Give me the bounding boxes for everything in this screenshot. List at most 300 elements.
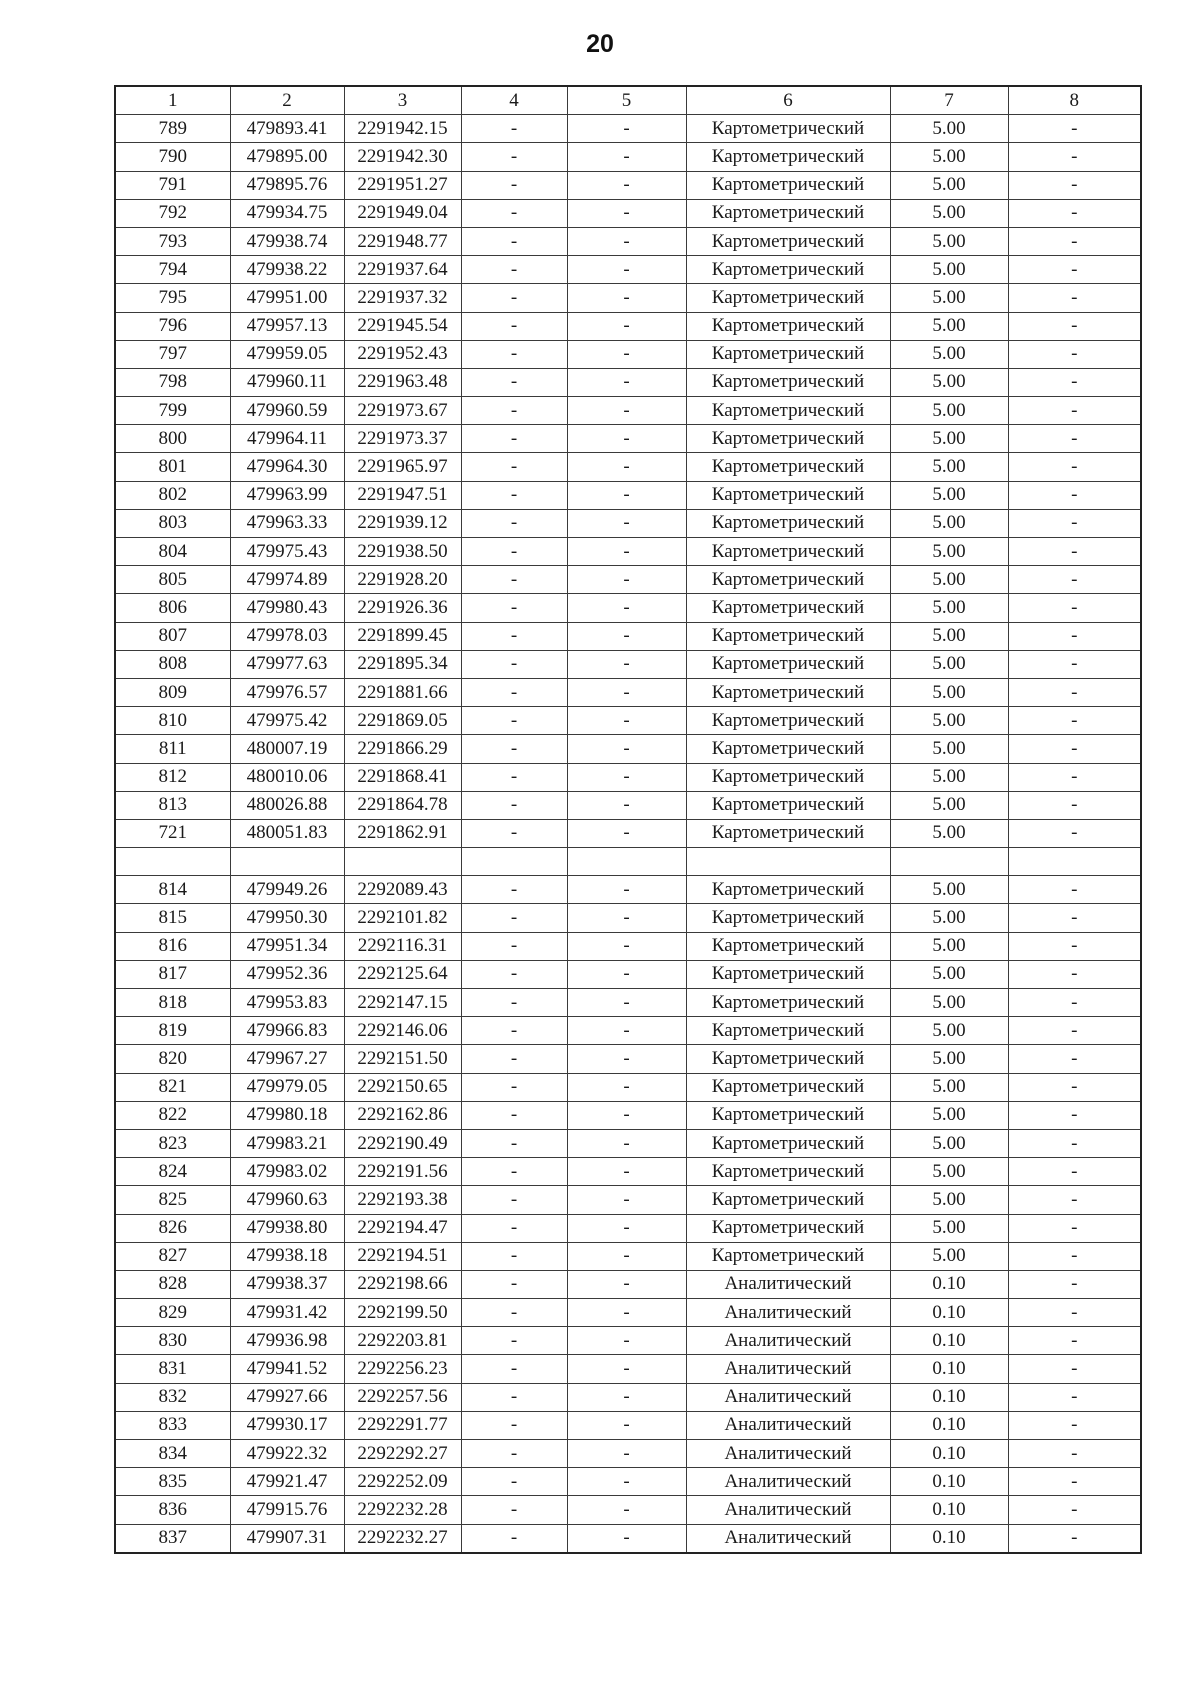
col4-cell: - [461,1299,567,1327]
y-coordinate-cell: 2292198.66 [344,1270,461,1298]
method-cell: Картометрический [686,678,890,706]
accuracy-cell: 5.00 [890,397,1008,425]
y-coordinate-cell: 2292162.86 [344,1101,461,1129]
col5-cell: - [567,989,686,1017]
x-coordinate-cell: 479951.34 [230,932,344,960]
col8-cell: - [1008,1242,1141,1270]
x-coordinate-cell: 479960.63 [230,1186,344,1214]
col8-cell: - [1008,1017,1141,1045]
point-number-cell: 834 [115,1440,230,1468]
point-number-cell: 799 [115,397,230,425]
accuracy-cell: 5.00 [890,876,1008,904]
col8-cell: - [1008,1383,1141,1411]
col5-cell: - [567,707,686,735]
col8-cell: - [1008,1440,1141,1468]
point-number-cell: 837 [115,1524,230,1553]
point-number-cell: 811 [115,735,230,763]
method-cell: Картометрический [686,566,890,594]
y-coordinate-cell: 2291973.37 [344,425,461,453]
y-coordinate-cell: 2292256.23 [344,1355,461,1383]
x-coordinate-cell: 479893.41 [230,115,344,143]
col4-cell: - [461,735,567,763]
col5-cell: - [567,481,686,509]
col5-cell: - [567,397,686,425]
col8-cell: - [1008,1270,1141,1298]
point-number-cell: 803 [115,509,230,537]
x-coordinate-cell: 479950.30 [230,904,344,932]
x-coordinate-cell: 479957.13 [230,312,344,340]
col4-cell: - [461,1129,567,1157]
y-coordinate-cell: 2292232.28 [344,1496,461,1524]
col5-cell: - [567,735,686,763]
y-coordinate-cell: 2292232.27 [344,1524,461,1553]
point-number-cell: 807 [115,622,230,650]
col8-cell: - [1008,1299,1141,1327]
col4-cell: - [461,594,567,622]
accuracy-cell: 5.00 [890,763,1008,791]
y-coordinate-cell: 2291939.12 [344,509,461,537]
point-number-cell: 802 [115,481,230,509]
col8-cell: - [1008,143,1141,171]
table-row [115,1017,1141,1045]
col8-cell: - [1008,1496,1141,1524]
col4-cell: - [461,566,567,594]
accuracy-cell: 5.00 [890,904,1008,932]
col8-cell: - [1008,115,1141,143]
col5-cell: - [567,622,686,650]
col5-cell: - [567,819,686,847]
col5-cell: - [567,115,686,143]
col5-cell: - [567,1440,686,1468]
point-number-cell: 792 [115,199,230,227]
y-coordinate-cell: 2292101.82 [344,904,461,932]
accuracy-cell: 0.10 [890,1355,1008,1383]
col4-cell: - [461,622,567,650]
point-number-cell: 794 [115,256,230,284]
method-cell: Аналитический [686,1411,890,1439]
col4-cell: - [461,143,567,171]
table-row [115,1524,1141,1553]
x-coordinate-cell: 479938.37 [230,1270,344,1298]
accuracy-cell: 5.00 [890,509,1008,537]
table-row [115,227,1141,255]
col4-cell: - [461,1468,567,1496]
col5-cell: - [567,1270,686,1298]
y-coordinate-cell: 2292146.06 [344,1017,461,1045]
y-coordinate-cell: 2291899.45 [344,622,461,650]
method-cell: Картометрический [686,115,890,143]
y-coordinate-cell: 2292150.65 [344,1073,461,1101]
point-number-cell: 815 [115,904,230,932]
table-row [115,932,1141,960]
accuracy-cell: 5.00 [890,340,1008,368]
point-number-cell: 801 [115,453,230,481]
table-row [115,509,1141,537]
table-row [115,312,1141,340]
col5-cell: - [567,904,686,932]
col5-cell: - [567,256,686,284]
accuracy-cell: 0.10 [890,1496,1008,1524]
col8-cell: - [1008,622,1141,650]
accuracy-cell: 5.00 [890,143,1008,171]
table-row [115,1186,1141,1214]
y-coordinate-cell: 2292125.64 [344,960,461,988]
table-row [115,1440,1141,1468]
col5-cell: - [567,1158,686,1186]
col8-cell: - [1008,1411,1141,1439]
accuracy-cell: 5.00 [890,1129,1008,1157]
table-row [115,284,1141,312]
y-coordinate-cell: 2291866.29 [344,735,461,763]
method-cell: Картометрический [686,989,890,1017]
table-row [115,1214,1141,1242]
y-coordinate-cell: 2292194.51 [344,1242,461,1270]
method-cell: Картометрический [686,340,890,368]
col4-cell: - [461,904,567,932]
col5-cell: - [567,340,686,368]
method-cell: Картометрический [686,904,890,932]
table-row [115,256,1141,284]
x-coordinate-cell: 479895.76 [230,171,344,199]
point-number-cell: 804 [115,538,230,566]
col8-cell: - [1008,594,1141,622]
x-coordinate-cell: 479930.17 [230,1411,344,1439]
col5-cell: - [567,1073,686,1101]
col4-cell: - [461,932,567,960]
point-number-cell: 808 [115,650,230,678]
method-cell: Картометрический [686,707,890,735]
col4-cell: - [461,425,567,453]
table-row [115,622,1141,650]
x-coordinate-cell: 479980.18 [230,1101,344,1129]
col5-cell: - [567,171,686,199]
x-coordinate-cell: 479964.11 [230,425,344,453]
x-coordinate-cell: 479977.63 [230,650,344,678]
table-row [115,1073,1141,1101]
point-number-cell: 832 [115,1383,230,1411]
col4-cell: - [461,707,567,735]
y-coordinate-cell: 2292089.43 [344,876,461,904]
col4-cell: - [461,1186,567,1214]
col4-cell: - [461,538,567,566]
col5-cell: - [567,509,686,537]
col4-cell: - [461,1327,567,1355]
method-cell: Картометрический [686,368,890,396]
y-coordinate-cell: 2292252.09 [344,1468,461,1496]
col5-cell: - [567,1129,686,1157]
col5-cell: - [567,425,686,453]
method-cell: Картометрический [686,1158,890,1186]
x-coordinate-cell: 479978.03 [230,622,344,650]
table-row [115,538,1141,566]
col8-cell: - [1008,227,1141,255]
method-cell: Картометрический [686,763,890,791]
table-row [115,1496,1141,1524]
col5-cell: - [567,1468,686,1496]
x-coordinate-cell: 480007.19 [230,735,344,763]
y-coordinate-cell: 2291965.97 [344,453,461,481]
col5-cell: - [567,312,686,340]
col5-cell [567,848,686,876]
y-coordinate-cell: 2291973.67 [344,397,461,425]
col5-cell: - [567,678,686,706]
col4-cell: - [461,284,567,312]
table-row [115,735,1141,763]
col4-cell: - [461,1045,567,1073]
col4-cell: - [461,819,567,847]
x-coordinate-cell: 480051.83 [230,819,344,847]
method-cell: Картометрический [686,932,890,960]
point-number-cell: 800 [115,425,230,453]
x-coordinate-cell [230,848,344,876]
point-number-cell: 809 [115,678,230,706]
col8-cell: - [1008,453,1141,481]
x-coordinate-cell: 479952.36 [230,960,344,988]
col8-cell: - [1008,566,1141,594]
x-coordinate-cell: 479964.30 [230,453,344,481]
col5-cell: - [567,143,686,171]
method-cell: Картометрический [686,960,890,988]
point-number-cell: 835 [115,1468,230,1496]
y-coordinate-cell: 2292190.49 [344,1129,461,1157]
point-number-cell: 836 [115,1496,230,1524]
y-coordinate-cell: 2291928.20 [344,566,461,594]
y-coordinate-cell: 2291862.91 [344,819,461,847]
y-coordinate-cell: 2291942.30 [344,143,461,171]
col5-cell: - [567,594,686,622]
col8-cell: - [1008,707,1141,735]
y-coordinate-cell: 2291945.54 [344,312,461,340]
col5-cell: - [567,284,686,312]
col5-cell: - [567,1242,686,1270]
x-coordinate-cell: 479959.05 [230,340,344,368]
method-cell: Картометрический [686,791,890,819]
table-body [115,115,1141,1553]
col8-cell: - [1008,1073,1141,1101]
table-row [115,1158,1141,1186]
col8-cell: - [1008,397,1141,425]
col8-cell: - [1008,876,1141,904]
method-cell: Картометрический [686,227,890,255]
method-cell: Картометрический [686,425,890,453]
accuracy-cell: 5.00 [890,199,1008,227]
method-cell: Картометрический [686,481,890,509]
table-row [115,1327,1141,1355]
x-coordinate-cell: 479975.43 [230,538,344,566]
col8-cell: - [1008,284,1141,312]
method-cell: Аналитический [686,1355,890,1383]
col5-cell: - [567,1186,686,1214]
accuracy-cell: 5.00 [890,932,1008,960]
y-coordinate-cell [344,848,461,876]
col4-cell: - [461,1411,567,1439]
col5-cell: - [567,538,686,566]
table-row [115,1242,1141,1270]
col4-cell: - [461,397,567,425]
point-number-cell: 818 [115,989,230,1017]
col8-cell: - [1008,678,1141,706]
table-row [115,1383,1141,1411]
col4-cell: - [461,650,567,678]
x-coordinate-cell: 479966.83 [230,1017,344,1045]
x-coordinate-cell: 479949.26 [230,876,344,904]
table-row [115,397,1141,425]
point-number-cell: 798 [115,368,230,396]
point-number-cell: 828 [115,1270,230,1298]
col8-cell: - [1008,763,1141,791]
method-cell: Картометрический [686,1214,890,1242]
point-number-cell: 810 [115,707,230,735]
table-row [115,1270,1141,1298]
table-row [115,481,1141,509]
accuracy-cell: 5.00 [890,171,1008,199]
col8-cell: - [1008,199,1141,227]
col8-cell: - [1008,791,1141,819]
point-number-cell: 816 [115,932,230,960]
point-number-cell: 819 [115,1017,230,1045]
point-number-cell: 824 [115,1158,230,1186]
x-coordinate-cell: 480010.06 [230,763,344,791]
col4-cell: - [461,453,567,481]
accuracy-cell: 5.00 [890,819,1008,847]
y-coordinate-cell: 2292199.50 [344,1299,461,1327]
x-coordinate-cell: 479915.76 [230,1496,344,1524]
table-header-row [115,86,1141,115]
col4-cell: - [461,1496,567,1524]
y-coordinate-cell: 2291937.64 [344,256,461,284]
col8-cell: - [1008,340,1141,368]
col5-cell: - [567,1524,686,1553]
x-coordinate-cell: 479975.42 [230,707,344,735]
col4-cell: - [461,1440,567,1468]
table-row [115,368,1141,396]
table-row [115,1355,1141,1383]
x-coordinate-cell: 479938.18 [230,1242,344,1270]
x-coordinate-cell: 479979.05 [230,1073,344,1101]
method-cell: Картометрический [686,453,890,481]
x-coordinate-cell: 479963.99 [230,481,344,509]
method-cell: Картометрический [686,171,890,199]
col5-cell: - [567,1383,686,1411]
method-cell: Картометрический [686,199,890,227]
col4-cell: - [461,1383,567,1411]
method-cell: Картометрический [686,876,890,904]
point-number-cell: 789 [115,115,230,143]
method-cell: Картометрический [686,1186,890,1214]
table-row [115,763,1141,791]
col8-cell: - [1008,650,1141,678]
point-number-cell: 795 [115,284,230,312]
y-coordinate-cell: 2291895.34 [344,650,461,678]
column-header: 8 [1008,86,1141,115]
col5-cell: - [567,876,686,904]
method-cell: Картометрический [686,622,890,650]
y-coordinate-cell: 2291947.51 [344,481,461,509]
col5-cell: - [567,1045,686,1073]
y-coordinate-cell: 2291963.48 [344,368,461,396]
x-coordinate-cell: 479983.02 [230,1158,344,1186]
accuracy-cell: 5.00 [890,1073,1008,1101]
point-number-cell: 812 [115,763,230,791]
table-row [115,1299,1141,1327]
method-cell [686,848,890,876]
point-number-cell: 797 [115,340,230,368]
col5-cell: - [567,368,686,396]
col8-cell: - [1008,425,1141,453]
point-number-cell: 826 [115,1214,230,1242]
table-row [115,1129,1141,1157]
method-cell: Картометрический [686,819,890,847]
y-coordinate-cell: 2292151.50 [344,1045,461,1073]
column-header: 2 [230,86,344,115]
x-coordinate-cell: 479938.74 [230,227,344,255]
y-coordinate-cell: 2292291.77 [344,1411,461,1439]
accuracy-cell: 5.00 [890,284,1008,312]
x-coordinate-cell: 479934.75 [230,199,344,227]
col4-cell: - [461,1101,567,1129]
col8-cell: - [1008,1214,1141,1242]
method-cell: Картометрический [686,1017,890,1045]
x-coordinate-cell: 480026.88 [230,791,344,819]
accuracy-cell: 5.00 [890,960,1008,988]
accuracy-cell: 5.00 [890,791,1008,819]
col5-cell: - [567,1496,686,1524]
col8-cell: - [1008,1468,1141,1496]
accuracy-cell: 0.10 [890,1440,1008,1468]
method-cell: Картометрический [686,397,890,425]
table-row [115,115,1141,143]
y-coordinate-cell: 2292116.31 [344,932,461,960]
col4-cell: - [461,199,567,227]
method-cell: Аналитический [686,1327,890,1355]
accuracy-cell: 5.00 [890,227,1008,255]
col5-cell: - [567,1299,686,1327]
y-coordinate-cell: 2291948.77 [344,227,461,255]
col4-cell: - [461,368,567,396]
table-row [115,566,1141,594]
col8-cell: - [1008,1524,1141,1553]
col5-cell: - [567,227,686,255]
accuracy-cell: 5.00 [890,735,1008,763]
y-coordinate-cell: 2291938.50 [344,538,461,566]
point-number-cell: 817 [115,960,230,988]
y-coordinate-cell: 2292292.27 [344,1440,461,1468]
method-cell: Аналитический [686,1524,890,1553]
method-cell: Картометрический [686,735,890,763]
y-coordinate-cell: 2291869.05 [344,707,461,735]
point-number-cell: 833 [115,1411,230,1439]
x-coordinate-cell: 479960.59 [230,397,344,425]
table-row [115,1468,1141,1496]
table-row [115,143,1141,171]
col4-cell: - [461,1355,567,1383]
column-header: 1 [115,86,230,115]
y-coordinate-cell: 2292147.15 [344,989,461,1017]
x-coordinate-cell: 479931.42 [230,1299,344,1327]
table-row [115,340,1141,368]
col4-cell: - [461,481,567,509]
col4-cell: - [461,340,567,368]
point-number-cell: 822 [115,1101,230,1129]
point-number-cell: 813 [115,791,230,819]
y-coordinate-cell: 2291942.15 [344,115,461,143]
point-number-cell: 829 [115,1299,230,1327]
point-number-cell: 791 [115,171,230,199]
x-coordinate-cell: 479927.66 [230,1383,344,1411]
method-cell: Картометрический [686,650,890,678]
y-coordinate-cell: 2291881.66 [344,678,461,706]
accuracy-cell: 5.00 [890,481,1008,509]
